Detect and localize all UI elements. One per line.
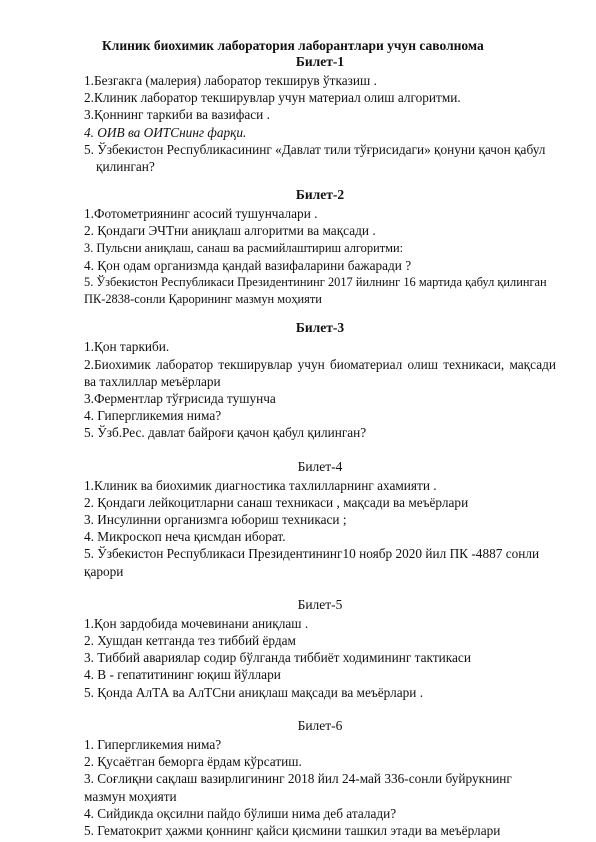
question-item: 1.Қон таркиби.: [84, 339, 170, 355]
question-item: 4. Гипергликемия нима?: [84, 408, 222, 424]
question-item: 2.Биохимик лаборатор текширувлар учун биоматериал олиш техникаси, мақсади ва тахлиллар меъёрлари: [84, 356, 556, 389]
ticket-title: Билет-3: [295, 320, 345, 336]
question-item: 3.Ферментлар тўғрисида тушунча: [84, 391, 276, 407]
question-item: 2. Қондаги лейкоцитларни санаш техникаси , мақсади ва меъёрлари: [84, 494, 469, 510]
question-item: 2. Қусаётган беморга ёрдам кўрсатиш.: [84, 754, 302, 770]
question-item: 4. ОИВ ва ОИТСнинг фарқи.: [84, 124, 247, 140]
question-item: 5. Ўзбекистон Республикасининг «Давлат тили тўғрисидаги» қонуни қачон қабул қилинган?: [84, 141, 546, 175]
question-item: 4. Сийдикда оқсилни пайдо бўлиши нима деб аталади?: [84, 805, 397, 821]
question-item: 5. Қонда АлТА ва АлТСни аниқлаш мақсади ва меъёрлари .: [84, 684, 424, 700]
question-item: 4. В - гепатитининг юқиш йўллари: [84, 667, 281, 683]
ticket-title: Билет-5: [297, 596, 343, 612]
question-item: 3. Инсулинни организмга юбориш техникаси ;: [84, 512, 347, 528]
question-item: 1.Қон зардобида мочевинани аниқлаш .: [84, 615, 309, 631]
question-item: 5. Ўзбекистон Республикаси Президентининг 2017 йилнинг 16 мартида қабул қилинган ПК-2838-сонли Қарорининг мазмун моҳияти: [84, 275, 547, 307]
ticket-title: Билет-2: [295, 187, 345, 203]
question-item: 2.Клиник лаборатор текширувлар учун материал олиш алгоритми.: [84, 90, 461, 106]
question-item: 3. Пульсни аниқлаш, санаш ва расмийлаштириш алгоритми:: [84, 240, 404, 255]
question-item: 1.Фотометриянинг асосий тушунчалари .: [84, 206, 318, 222]
document-title: Клиник биохимик лаборатория лаборантлари учун саволнома: [102, 38, 484, 53]
ticket-3: [84, 320, 556, 441]
ticket-5: [84, 597, 556, 701]
question-item: 2. Қондаги ЭЧТни аниқлаш алгоритми ва мақсади .: [84, 223, 376, 239]
ticket-6: [84, 718, 556, 839]
question-item: 3. Соғлиқни сақлаш вазирлигининг 2018 йил 24-май 336-сонли буйрукнинг мазмун моҳияти: [84, 771, 512, 804]
ticket-4: [84, 459, 556, 580]
question-item: 5. Ўзб.Рес. давлат байроғи қачон қабул қилинган?: [84, 425, 367, 441]
question-item: 1. Гипергликемия нима?: [84, 736, 222, 752]
question-item: 3. Тиббий авариялар содир бўлганда тиббиёт ходимининг тактикаси: [84, 650, 471, 666]
question-item: 5. Гематокрит ҳажми қоннинг қайси қисмини ташкил этади ва меъёрлари: [84, 822, 501, 838]
question-item: 3.Қоннинг таркиби ва вазифаси .: [84, 107, 270, 123]
ticket-title: Билет-1: [295, 54, 345, 69]
ticket-2: [84, 187, 556, 308]
question-item: 1.Безгакга (малерия) лаборатор текширув ўтказиш .: [84, 73, 377, 88]
question-item: 5. Ўзбекистон Республикаси Президентининг10 ноябр 2020 йил ПК -4887 сонли қарори: [84, 546, 540, 579]
question-item: 1.Клиник ва биохимик диагностика тахлилларнинг ахамияти .: [84, 477, 437, 493]
ticket-title: Билет-6: [297, 717, 343, 733]
question-item: 4. Қон одам организмда қандай вазифаларини бажаради ?: [84, 257, 412, 273]
ticket-title: Билет-4: [297, 458, 343, 474]
ticket-1: [84, 54, 556, 175]
question-item: 2. Хушдан кетганда тез тиббий ёрдам: [84, 633, 296, 649]
question-item: 4. Микроскоп неча қисмдан иборат.: [84, 529, 286, 545]
